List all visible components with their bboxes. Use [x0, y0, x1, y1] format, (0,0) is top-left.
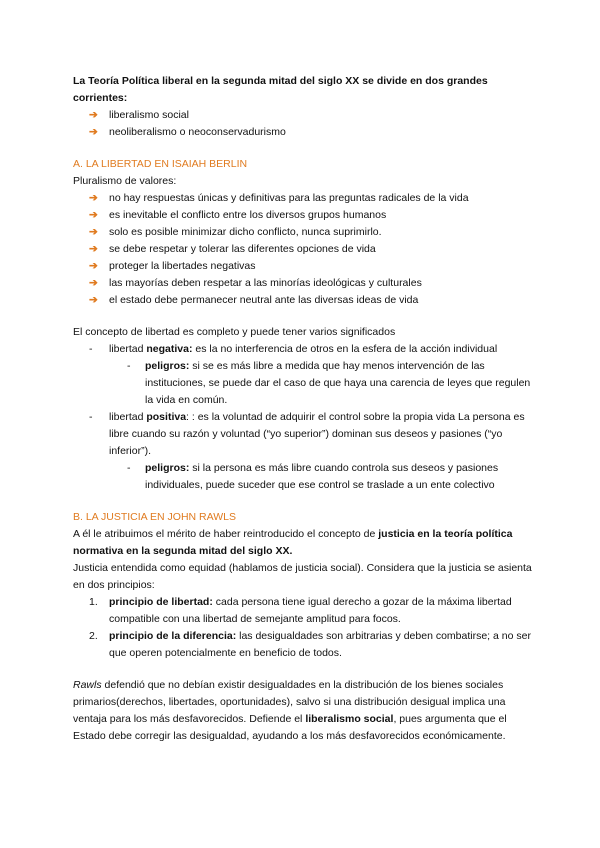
section-a-subheading: Pluralismo de valores: [73, 175, 177, 187]
dash-bullet: - [127, 360, 131, 372]
principles-list [73, 594, 533, 662]
list-item: ➔ proteger la libertades negativas [73, 258, 533, 275]
arrow-icon: ➔ [89, 192, 98, 204]
intro-text: La Teoría Política liberal en la segunda mitad del siglo XX se divide en dos grandes corrientes: [73, 75, 488, 104]
list-item: ➔ no hay respuestas únicas y definitivas para las preguntas radicales de la vida [73, 190, 533, 207]
liberty-types-list [73, 341, 533, 494]
section-b-heading: B. LA JUSTICIA EN JOHN RAWLS [73, 511, 236, 523]
arrow-icon: ➔ [89, 109, 98, 121]
positive-liberty-item: - libertad positiva: : es la voluntad de adquirir el control sobre la propia vida La persona es libre cuando su razón y voluntad (“yo superior”) dominan sus deseos y pasiones (“yo inferior”). - peligros: si la persona es más libre cuando controla sus deseos y pasiones individuales, puede suceder que ese control se traslade a un ente colectivo [73, 409, 533, 494]
section-a-heading: A. LA LIBERTAD EN ISAIAH BERLIN [73, 158, 248, 170]
arrow-icon: ➔ [89, 209, 98, 221]
rawls-defense-paragraph: Rawls defendió que no debían existir desigualdades en la distribución de los bienes sociales primarios(derechos, libertades, oportunidades), salvo si una distribución desigual implica una ventaja para los más desfavorecidos. Defiende el liberalismo social, pues argumenta que el Estado debe corregir las desigualdad, ayudando a los más desfavorecidos económicamente. [73, 679, 507, 742]
negative-danger-item: - peligros: si se es más libre a medida que hay menos intervención de las instituciones, se puede dar el caso de que haya una carencia de leyes que regulen la vida en común. [127, 360, 531, 406]
negative-liberty-item: - libertad negativa: es la no interferencia de otros en la esfera de la acción individual - peligros: si se es más libre a medida que hay menos intervención de las instituciones, se puede dar el caso de que haya una carencia de leyes que regulen la vida en común. [73, 341, 533, 409]
list-item: ➔ es inevitable el conflicto entre los diversos grupos humanos [73, 207, 533, 224]
list-item: ➔ neoliberalismo o neoconservadurismo [73, 124, 533, 141]
arrow-icon: ➔ [89, 260, 98, 272]
equity-paragraph: Justicia entendida como equidad (hablamos de justicia social). Considera que la justicia se asienta en dos principios: [73, 562, 532, 591]
intro-list [73, 107, 533, 141]
principle-item: 1. principio de libertad: cada persona tiene igual derecho a gozar de la máxima libertad compatible con una libertad de semejante amplitud para focos. [89, 596, 512, 625]
arrow-icon: ➔ [89, 126, 98, 138]
arrow-icon: ➔ [89, 277, 98, 289]
principle-item: 2. principio de la diferencia: las desigualdades son arbitrarias y deben combatirse; a no ser que operen potencialmente en beneficio de todos. [89, 630, 531, 659]
list-item: ➔ las mayorías deben respetar a las minorías ideológicas y culturales [73, 275, 533, 292]
dash-bullet: - [89, 343, 93, 355]
pluralism-list [73, 190, 533, 309]
list-item: ➔ solo es posible minimizar dicho conflicto, nunca suprimirlo. [73, 224, 533, 241]
arrow-icon: ➔ [89, 294, 98, 306]
list-item: ➔ liberalismo social [73, 107, 533, 124]
concept-paragraph: El concepto de libertad es completo y puede tener varios significados [73, 326, 396, 338]
arrow-icon: ➔ [89, 226, 98, 238]
dash-bullet: - [127, 462, 131, 474]
list-item: ➔ se debe respetar y tolerar las diferentes opciones de vida [73, 241, 533, 258]
arrow-icon: ➔ [89, 243, 98, 255]
rawls-intro-paragraph: A él le atribuimos el mérito de haber reintroducido el concepto de justicia en la teoría política normativa en la segunda mitad del siglo XX. [73, 528, 513, 557]
document-page [73, 73, 533, 745]
list-item: ➔ el estado debe permanecer neutral ante las diversas ideas de vida [73, 292, 533, 309]
positive-danger-item: - peligros: si la persona es más libre cuando controla sus deseos y pasiones individuales, puede suceder que ese control se traslade a un ente colectivo [127, 462, 499, 491]
dash-bullet: - [89, 411, 93, 423]
